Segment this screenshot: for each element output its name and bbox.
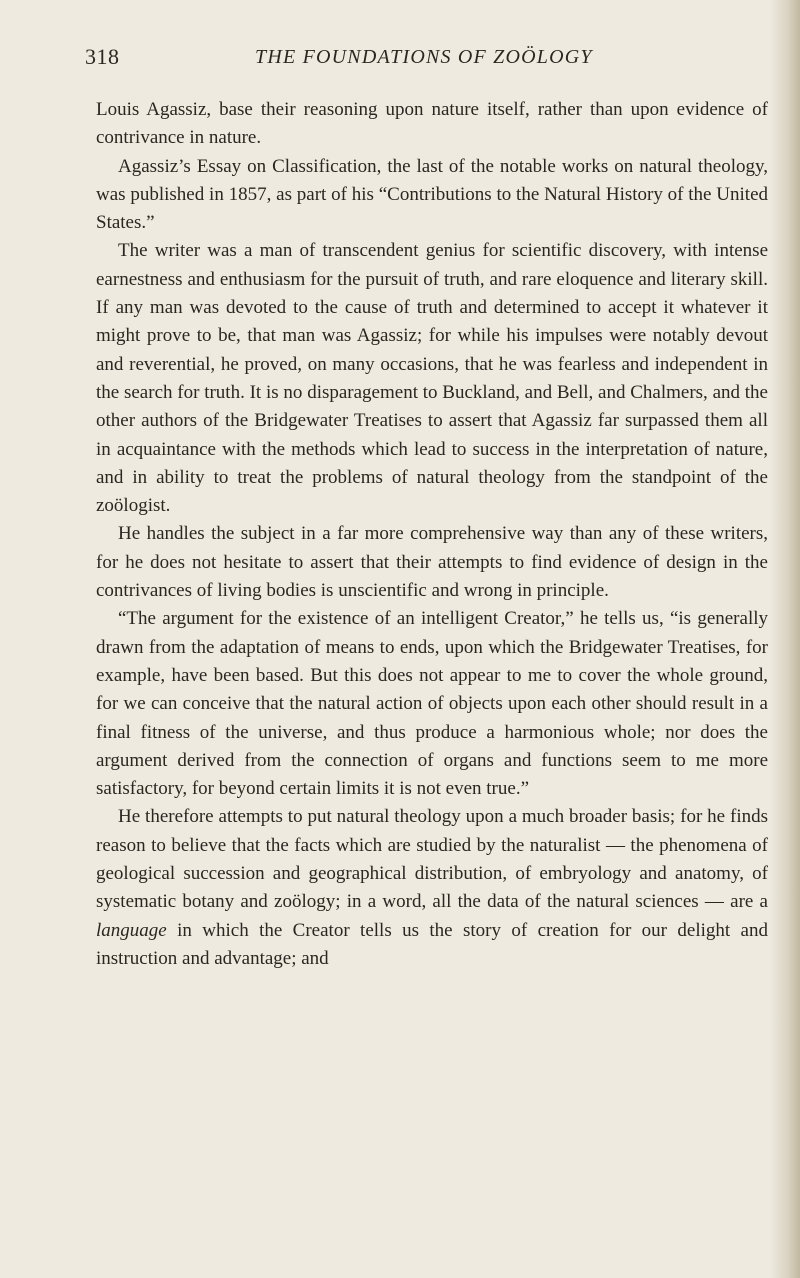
emphasized-word: language bbox=[96, 919, 167, 941]
paragraph-text: He therefore attempts to put natural theology upon a much broader basis; for he finds reason to believe that the facts which are studied by the naturalist — the phenomena of geological succession and geographical distribution, of embryology and anatomy, of systematic botany and zoölogy; in a word, all the data of the natural sciences — are a bbox=[96, 806, 768, 913]
body-text bbox=[96, 96, 768, 973]
page-edge-shadow bbox=[770, 0, 800, 1278]
paragraph: “The argument for the existence of an intelligent Creator,” he tells us, “is generally drawn from the adaptation of means to ends, upon which the Bridgewater Treatises, for example, have been based. But this does not appear to me to cover the whole ground, for we can conceive that the natural action of objects upon each other should result in a final fitness of the universe, and thus produce a harmonious whole; nor does the argument derived from the connection of organs and functions seem to me more satisfactory, for beyond certain limits it is not even true.” bbox=[96, 608, 768, 800]
paragraph bbox=[96, 803, 768, 973]
paragraph: The writer was a man of transcendent genius for scientific discovery, with intense earnestness and enthusiasm for the pursuit of truth, and rare eloquence and literary skill. If any man was devoted to the cause of truth and determined to accept it whatever it might prove to be, that man was Agassiz; for while his impulses were notably devout and reverential, he proved, on many occasions, that he was fearless and independent in the search for truth. It is no disparagement to Buckland, and Bell, and Chalmers, and the other authors of the Bridgewater Treatises to assert that Agassiz far surpassed them all in acquaintance with the methods which lead to success in the interpretation of nature, and in ability to treat the problems of natural theology from the standpoint of the zoölogist. bbox=[96, 240, 768, 517]
paragraph-text: in which the Creator tells us the story of creation for our delight and instruction and advantage; and bbox=[96, 919, 768, 969]
paragraph: He handles the subject in a far more comprehensive way than any of these writers, for he does not hesitate to assert that their attempts to find evidence of design in the contrivances of living bodies is unscientific and wrong in principle. bbox=[96, 523, 768, 602]
page-header bbox=[85, 44, 775, 80]
paragraph: Agassiz’s Essay on Classification, the last of the notable works on natural theology, was published in 1857, as part of his “Contributions to the Natural History of the United States.” bbox=[96, 155, 768, 234]
page-number: 318 bbox=[85, 44, 120, 69]
running-head: THE FOUNDATIONS OF ZOÖLOGY bbox=[255, 46, 593, 68]
paragraph: Louis Agassiz, base their reasoning upon nature itself, rather than upon evidence of contrivance in nature. bbox=[96, 99, 768, 149]
